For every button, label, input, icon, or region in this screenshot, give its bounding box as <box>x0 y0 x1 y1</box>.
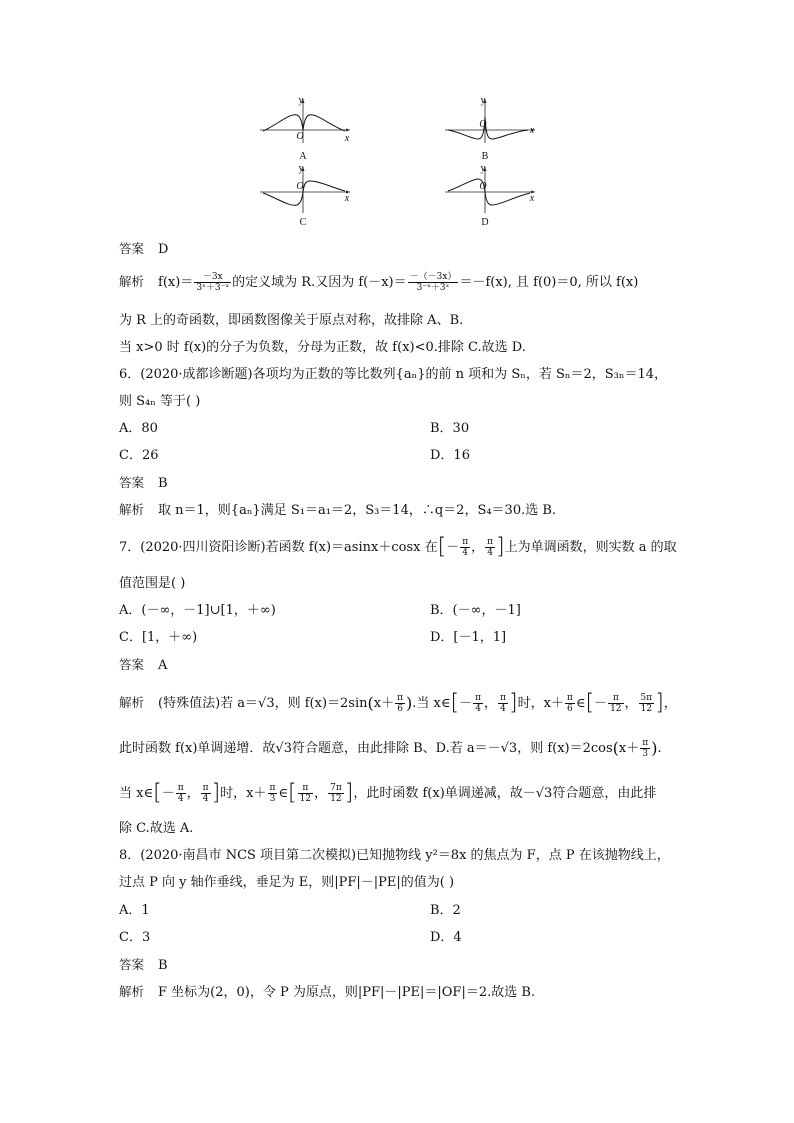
paren: ) <box>651 738 658 758</box>
q8-analysis-tag: 解析 <box>119 985 145 999</box>
q6-option-a: A．80 <box>119 421 158 436</box>
q7-pi: π <box>642 738 649 748</box>
q7-twelve: 12 <box>299 794 312 804</box>
graph-d-label: D <box>481 217 489 228</box>
q7-twelve: 12 <box>330 794 342 804</box>
q7-analysis-line1: 解析 (特殊值法)若 a＝√3，则 f(x)＝2sin(x＋ $\frac{\pi}{6}$ ).当 x∈[－ $\frac{\pi}{4}$ ， $\frac{\pi}{4}$ ]时，x＋ $\frac{\pi}{6}$ ∈[－ $\frac{\pi}{12}$ ， $\frac{5\pi}{12}$ ]， <box>119 690 677 716</box>
q5-fraction-2 <box>408 272 459 293</box>
q5-analysis-line3: 当 x>0 时 f(x)的分子为负数，分母为正数，故 f(x)<0.排除 C.故选 D. <box>119 340 526 355</box>
q7-l1-c: .当 x∈ <box>412 696 451 711</box>
q6-option-c: C．26 <box>119 448 159 463</box>
paren: ( <box>367 693 374 713</box>
right-bracket: ] <box>508 690 518 716</box>
graph-c <box>255 163 355 228</box>
q7-pi: π <box>608 693 623 704</box>
q7-four: 4 <box>487 548 493 558</box>
q7-option-c: C．[1，＋∞) <box>119 630 198 645</box>
q7-seven-pi: 7π <box>330 783 342 793</box>
q7-frac-pi4-c <box>473 693 483 714</box>
graph-a-y: y <box>298 95 304 106</box>
q7-analysis-line4: 除 C.故选 A. <box>119 821 194 836</box>
q7-option-a: A．(－∞，－1]∪[1，＋∞) <box>119 603 276 618</box>
q7-l3-c: ∈ <box>278 786 289 801</box>
q7-l2-a: 此时函数 f(x)单调递增．故√3符合题意，由此排除 B、D.若 a＝－√3，则 f(x)＝2cos <box>119 741 613 756</box>
q7-pi: π <box>177 783 184 793</box>
q7-four: 4 <box>177 794 184 804</box>
q7-frac-pi6-b <box>565 693 575 714</box>
q7-frac-pi6 <box>395 693 405 714</box>
q7-neg: － <box>161 786 175 801</box>
q7-neg: － <box>594 696 608 711</box>
q8-stem-line2: 过点 P 向 y 轴作垂线，垂足为 E，则|PF|－|PE|的值为( ) <box>119 875 455 890</box>
q7-twelve: 12 <box>610 704 622 714</box>
q6-answer-value: B <box>158 476 168 491</box>
q7-stem-pre: 7．(2020·四川资阳诊断)若函数 f(x)＝asinx＋cosx 在 <box>119 540 438 555</box>
q5-frac2-num: －（－3x） <box>409 272 457 282</box>
q7-stem-line1 <box>119 534 677 560</box>
q7-option-d: D．[－1，1] <box>430 630 507 645</box>
q8-answer <box>119 956 168 975</box>
function-graphs <box>255 95 545 235</box>
q7-analysis-line3 <box>119 780 657 806</box>
graph-d <box>440 163 540 228</box>
q7-frac-7pi12 <box>328 783 344 804</box>
q7-pi: π <box>500 693 506 703</box>
q7-pi: π <box>269 783 276 793</box>
q7-l1-e: ∈ <box>575 696 586 711</box>
q7-four: 4 <box>500 704 506 714</box>
q5-answer-value: D <box>158 242 169 257</box>
q5-frac2-den: 3⁻ˣ＋3ˣ <box>416 283 450 293</box>
q8-option-c: C．3 <box>119 930 151 945</box>
graph-b-o: O <box>479 119 487 130</box>
graph-c-o: O <box>296 181 304 192</box>
q8-option-d: D．4 <box>430 930 462 945</box>
q7-frac-pi4-f <box>201 783 211 804</box>
graph-b <box>440 95 540 162</box>
paren: ) <box>406 693 413 713</box>
q7-option-b: B．(－∞，－1] <box>430 603 521 618</box>
q7-l3-a: 当 x∈ <box>119 786 154 801</box>
left-bracket: [ <box>585 690 595 716</box>
q7-comma: ， <box>471 540 485 555</box>
graph-d-o: O <box>479 181 487 192</box>
q7-analysis-line2: 此时函数 f(x)单调递增．故√3符合题意，由此排除 B、D.若 a＝－√3，则 f(x)＝2cos(x＋ $\frac{\pi}{3}$ ). <box>119 738 662 759</box>
left-bracket: [ <box>437 534 447 560</box>
q7-frac-pi4-d <box>498 693 508 714</box>
q6-analysis <box>119 501 556 520</box>
graph-d-y: y <box>480 163 486 174</box>
right-bracket: ] <box>344 780 354 806</box>
graph-c-label: C <box>299 217 307 228</box>
q5-text: f(x)＝ <box>158 275 194 290</box>
q5-text-post: ＝－f(x), 且 f(0)＝0, 所以 f(x) <box>459 275 639 290</box>
q5-frac1-num: －3x <box>194 272 231 283</box>
q7-frac-pi4-b <box>485 537 495 558</box>
q7-frac-pi12-b <box>298 783 313 804</box>
graph-b-y: y <box>480 95 486 106</box>
q7-frac-pi4-e <box>176 783 186 804</box>
q7-frac-pi12 <box>608 693 623 714</box>
q7-l1-b: x＋ <box>373 696 395 711</box>
q8-answer-value: B <box>158 958 168 973</box>
graph-a-o: O <box>296 131 304 142</box>
q7-pi: π <box>475 693 482 703</box>
q5-text-mid: 的定义域为 R.又因为 f(－x)＝ <box>232 275 407 290</box>
q7-neg: － <box>459 696 473 711</box>
q7-six: 6 <box>567 704 573 714</box>
q5-analysis-line1 <box>119 272 638 293</box>
graph-b-x: x <box>529 125 535 136</box>
right-bracket: ] <box>211 780 221 806</box>
q7-frac-pi3 <box>640 738 650 759</box>
q7-comma: ， <box>314 786 328 801</box>
q5-answer <box>119 240 168 259</box>
q7-l1-a: (特殊值法)若 a＝√3，则 f(x)＝2sin <box>158 696 368 711</box>
q7-answer <box>119 656 167 675</box>
q7-four: 4 <box>462 548 469 558</box>
q6-option-d: D．16 <box>430 448 470 463</box>
paren: ( <box>612 738 619 758</box>
q7-frac-5pi12 <box>639 693 655 714</box>
q8-answer-tag: 答案 <box>119 958 145 972</box>
graph-a-x: x <box>344 133 350 144</box>
graph-b-label: B <box>481 151 489 162</box>
q7-l3-b: 时，x＋ <box>220 786 267 801</box>
q8-option-a: A．1 <box>119 903 150 918</box>
q7-pi: π <box>202 783 209 793</box>
q6-analysis-text: 取 n＝1，则{aₙ}满足 S₁＝a₁＝2，S₃＝14，∴q＝2，S₄＝30.选 B. <box>158 503 557 518</box>
q7-three: 3 <box>642 749 649 759</box>
q6-answer-tag: 答案 <box>119 476 145 490</box>
q7-analysis-tag: 解析 <box>119 696 145 710</box>
q7-comma: ， <box>484 696 498 711</box>
q7-pi: π <box>462 537 469 547</box>
left-bracket: [ <box>288 780 297 806</box>
left-bracket: [ <box>153 780 162 806</box>
q7-pi: π <box>397 693 404 703</box>
q7-answer-value: A <box>158 658 168 673</box>
q7-pi: π <box>298 783 313 794</box>
q8-analysis <box>119 983 535 1002</box>
graph-d-x: x <box>529 193 535 204</box>
q7-answer-tag: 答案 <box>119 658 145 672</box>
q8-analysis-text: F 坐标为(2，0)，令 P 为原点，则|PF|－|PE|＝|OF|＝2.故选 B. <box>158 985 536 1000</box>
q7-pi: π <box>566 693 573 703</box>
q7-pi: π <box>487 537 494 547</box>
q5-analysis-tag: 解析 <box>119 275 145 289</box>
q6-analysis-tag: 解析 <box>119 503 145 517</box>
graph-a-label: A <box>299 151 307 162</box>
q7-stem-post: 上为单调函数，则实数 a 的取 <box>504 540 677 555</box>
right-bracket: ] <box>655 690 664 716</box>
q5-analysis-line2: 为 R 上的奇函数，即函数图像关于原点对称，故排除 A、B. <box>119 313 464 328</box>
q7-twelve: 12 <box>640 704 653 714</box>
q7-four: 4 <box>202 794 209 804</box>
q5-answer-tag: 答案 <box>119 242 145 256</box>
q5-fraction-1 <box>194 272 231 293</box>
graph-a <box>255 95 355 162</box>
q6-option-b: B．30 <box>430 421 470 436</box>
q7-l3-d: ，此时函数 f(x)单调递减，故－√3符合题意，由此排 <box>353 786 657 801</box>
q6-answer <box>119 474 168 493</box>
q7-comma: ， <box>624 696 638 711</box>
q6-stem-line2: 则 S₄ₙ 等于( ) <box>119 394 201 409</box>
left-bracket: [ <box>450 690 460 716</box>
q7-comma: ， <box>186 786 200 801</box>
q7-neg: － <box>446 540 460 555</box>
q7-five-pi: 5π <box>640 693 653 703</box>
right-bracket: ] <box>496 534 505 560</box>
q7-six: 6 <box>397 704 403 714</box>
q6-stem-line1: 6．(2020·成都诊断题)各项均为正数的等比数列{aₙ}的前 n 项和为 Sₙ，若 Sₙ＝2，S₃ₙ＝14， <box>119 367 668 382</box>
q7-three: 3 <box>269 794 276 804</box>
q7-stem-line2: 值范围是( ) <box>119 576 186 591</box>
q7-frac-pi3-b <box>268 783 278 804</box>
graph-c-y: y <box>298 163 304 174</box>
q8-stem-line1: 8．(2020·南昌市 NCS 项目第二次模拟)已知抛物线 y²＝8x 的焦点为 F，点 P 在该抛物线上， <box>119 848 670 863</box>
q8-option-b: B．2 <box>430 903 461 918</box>
q7-four: 4 <box>475 704 481 714</box>
graph-c-x: x <box>344 193 350 204</box>
q7-l1-d: 时，x＋ <box>517 696 564 711</box>
q5-frac1-den: 3ˣ＋3⁻ˣ <box>196 283 230 293</box>
q7-frac-pi4-a <box>460 537 470 558</box>
